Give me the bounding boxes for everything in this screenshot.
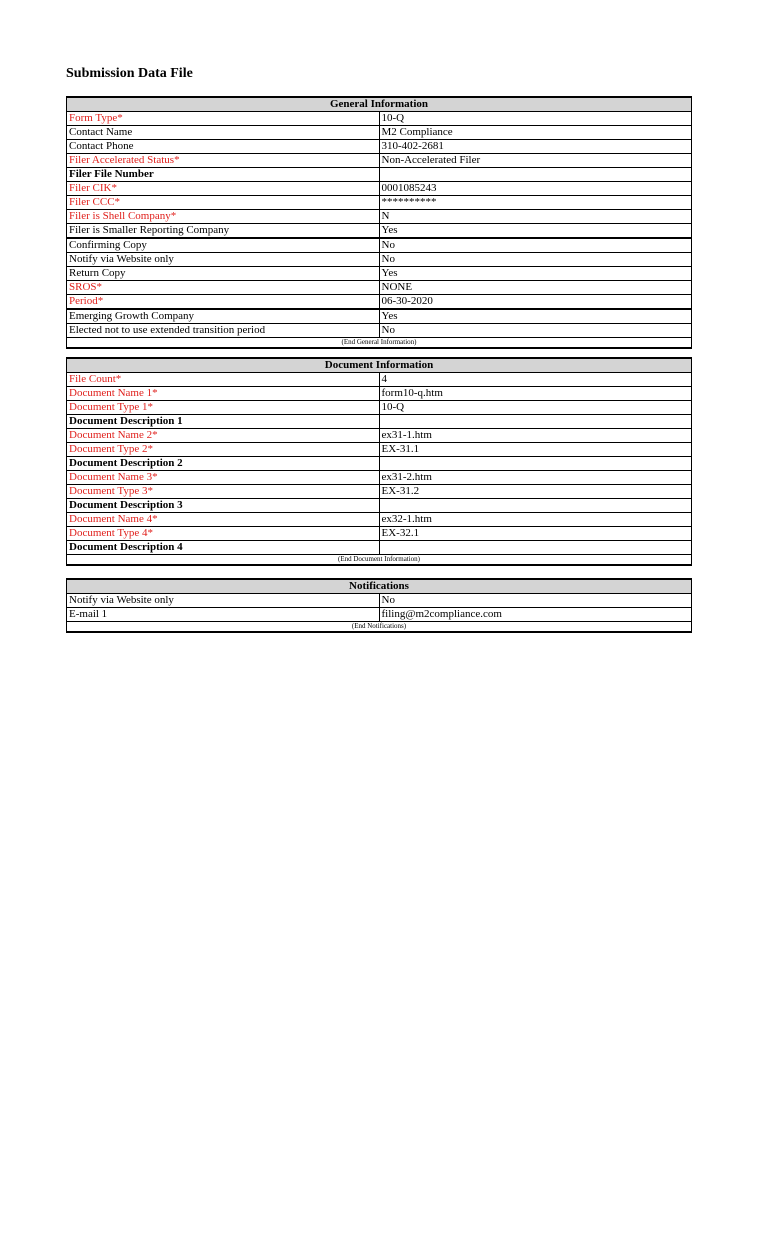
field-value: No — [379, 594, 692, 608]
field-value: ex31-2.htm — [379, 471, 692, 485]
table-row — [67, 471, 692, 485]
field-label: Document Type 1* — [67, 401, 380, 415]
table-row — [67, 309, 692, 324]
field-value: ex31-1.htm — [379, 429, 692, 443]
table-row — [67, 443, 692, 457]
field-label: Contact Phone — [67, 140, 380, 154]
field-label: Filer CCC* — [67, 196, 380, 210]
field-label: Document Type 4* — [67, 527, 380, 541]
field-label: Document Name 3* — [67, 471, 380, 485]
field-label: Form Type* — [67, 112, 380, 126]
field-value: Yes — [379, 224, 692, 239]
field-value — [379, 499, 692, 513]
table-row — [67, 126, 692, 140]
field-value: M2 Compliance — [379, 126, 692, 140]
table-row — [67, 253, 692, 267]
field-label: Period* — [67, 295, 380, 310]
field-label: Document Description 2 — [67, 457, 380, 471]
field-value: No — [379, 324, 692, 338]
field-label: SROS* — [67, 281, 380, 295]
table-row — [67, 608, 692, 622]
field-value — [379, 541, 692, 555]
table-row — [67, 499, 692, 513]
field-value: 10-Q — [379, 401, 692, 415]
table-row — [67, 415, 692, 429]
field-label: Elected not to use extended transition period — [67, 324, 380, 338]
field-label: Contact Name — [67, 126, 380, 140]
field-value: 0001085243 — [379, 182, 692, 196]
field-value — [379, 457, 692, 471]
field-label: Document Description 3 — [67, 499, 380, 513]
field-label: Filer CIK* — [67, 182, 380, 196]
table-row — [67, 513, 692, 527]
field-value: N — [379, 210, 692, 224]
field-label: Notify via Website only — [67, 253, 380, 267]
field-label: Document Name 4* — [67, 513, 380, 527]
table-row — [67, 210, 692, 224]
table-row — [67, 485, 692, 499]
field-label: E-mail 1 — [67, 608, 380, 622]
field-value: 310-402-2681 — [379, 140, 692, 154]
field-label: Filer File Number — [67, 168, 380, 182]
general-information-table — [66, 96, 692, 349]
document-information-table — [66, 357, 692, 566]
field-label: Filer is Shell Company* — [67, 210, 380, 224]
field-label: Document Type 3* — [67, 485, 380, 499]
field-value: Yes — [379, 309, 692, 324]
table-row — [67, 324, 692, 338]
field-label: Return Copy — [67, 267, 380, 281]
field-value: ex32-1.htm — [379, 513, 692, 527]
table-row — [67, 182, 692, 196]
table-row — [67, 168, 692, 182]
section-end-note: (End General Information) — [67, 338, 692, 349]
field-value: filing@m2compliance.com — [379, 608, 692, 622]
table-row — [67, 140, 692, 154]
table-row — [67, 457, 692, 471]
table-row — [67, 527, 692, 541]
table-row — [67, 594, 692, 608]
field-value: 06-30-2020 — [379, 295, 692, 310]
field-value: EX-31.1 — [379, 443, 692, 457]
table-row — [67, 401, 692, 415]
field-value: EX-31.2 — [379, 485, 692, 499]
field-value: Yes — [379, 267, 692, 281]
field-value: NONE — [379, 281, 692, 295]
section-end-note: (End Notifications) — [67, 622, 692, 633]
field-label: File Count* — [67, 373, 380, 387]
table-row — [67, 541, 692, 555]
document-information-header: Document Information — [67, 358, 692, 373]
table-row — [67, 267, 692, 281]
page-title: Submission Data File — [66, 66, 193, 81]
notifications-header: Notifications — [67, 579, 692, 594]
field-label: Filer Accelerated Status* — [67, 154, 380, 168]
table-row — [67, 281, 692, 295]
table-row — [67, 295, 692, 310]
field-value: EX-32.1 — [379, 527, 692, 541]
field-value: Non-Accelerated Filer — [379, 154, 692, 168]
field-value — [379, 415, 692, 429]
section-end-note: (End Document Information) — [67, 555, 692, 566]
field-value: ********** — [379, 196, 692, 210]
field-value: form10-q.htm — [379, 387, 692, 401]
field-label: Document Description 1 — [67, 415, 380, 429]
field-label: Document Description 4 — [67, 541, 380, 555]
field-label: Document Type 2* — [67, 443, 380, 457]
table-row — [67, 373, 692, 387]
field-value: No — [379, 253, 692, 267]
table-row — [67, 154, 692, 168]
table-row — [67, 224, 692, 239]
table-row — [67, 387, 692, 401]
table-row — [67, 196, 692, 210]
general-information-header: General Information — [67, 97, 692, 112]
field-label: Document Name 2* — [67, 429, 380, 443]
table-row — [67, 238, 692, 253]
field-value — [379, 168, 692, 182]
table-row — [67, 112, 692, 126]
field-label: Emerging Growth Company — [67, 309, 380, 324]
field-label: Notify via Website only — [67, 594, 380, 608]
field-label: Filer is Smaller Reporting Company — [67, 224, 380, 239]
field-value: 10-Q — [379, 112, 692, 126]
table-row — [67, 429, 692, 443]
field-label: Confirming Copy — [67, 238, 380, 253]
field-value: No — [379, 238, 692, 253]
notifications-table — [66, 578, 692, 633]
field-label: Document Name 1* — [67, 387, 380, 401]
field-value: 4 — [379, 373, 692, 387]
